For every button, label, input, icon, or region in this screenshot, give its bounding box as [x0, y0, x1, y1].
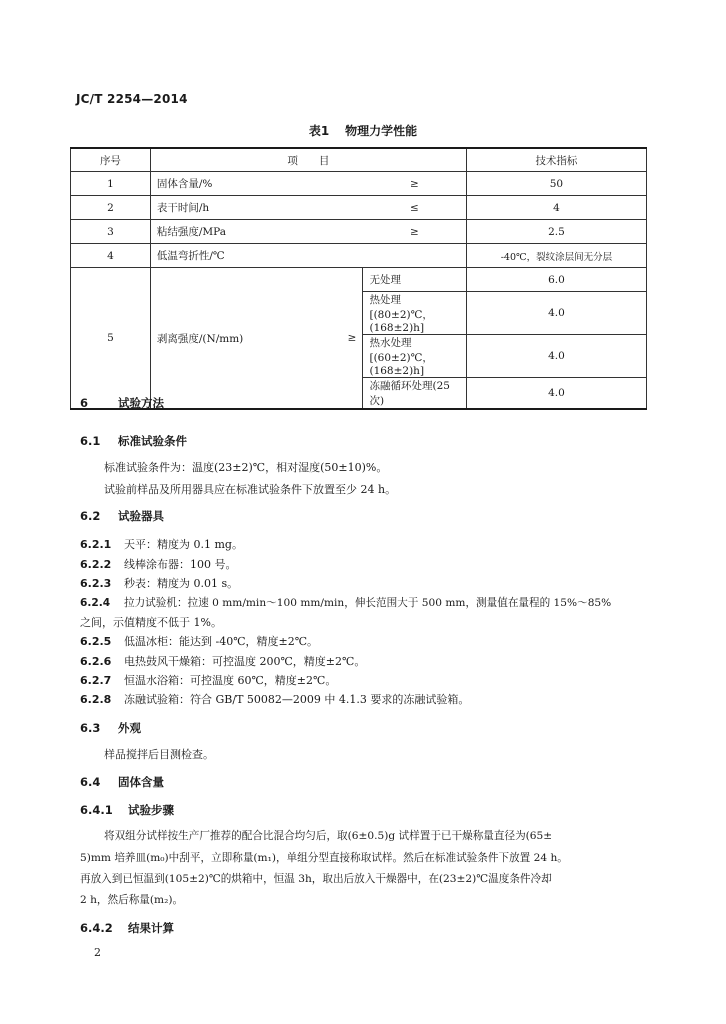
table-row — [71, 220, 647, 244]
row-item: 粘结强度/MPa — [150, 220, 363, 244]
clause-text: 恒温水浴箱：可控温度 60℃，精度±2℃。 — [124, 674, 337, 687]
row-item: 低温弯折性/℃ — [150, 244, 466, 268]
clause-text: 之间，示值精度不低于 1%。 — [80, 616, 222, 629]
table-row — [71, 196, 647, 220]
section-heading-6-4-1 — [80, 802, 174, 818]
clause-text: 低温冰柜：能达到 -40℃，精度±2℃。 — [124, 635, 319, 648]
clause-number: 6.2.1 — [80, 538, 112, 551]
paragraph-line: 将双组分试样按生产厂推荐的配合比混合均匀后，取(6±0.5)g 试样置于已干燥称量直径为(65± — [104, 830, 553, 842]
section-title: 结果计算 — [128, 921, 174, 935]
row-item: 剥离强度/(N/mm) — [150, 268, 327, 410]
row-no: 2 — [71, 196, 151, 220]
table-header-row — [71, 148, 647, 172]
row-condition: 热水处理[(60±2)℃，(168±2)h] — [363, 335, 466, 378]
row-no: 4 — [71, 244, 151, 268]
clause-number: 6.2.5 — [80, 635, 112, 648]
paragraph-line: 再放入到已恒温到(105±2)℃的烘箱中，恒温 3h，取出后放入干燥器中，在(23±2)℃温度条件冷却 — [80, 873, 552, 885]
paragraph: 样品搅拌后目测检查。 — [104, 748, 214, 761]
row-item: 固体含量/% — [150, 172, 363, 196]
table-title — [0, 122, 726, 139]
section-number: 6.4.1 — [80, 803, 113, 817]
clause-line — [80, 691, 469, 707]
clause-number: 6.2.7 — [80, 674, 112, 687]
header-item: 项 目 — [150, 148, 466, 172]
section-heading-6-2 — [80, 508, 164, 524]
table-row — [71, 172, 647, 196]
row-spec: 50 — [466, 172, 646, 196]
section-title: 试验方法 — [118, 396, 164, 410]
clause-line — [80, 575, 238, 591]
section-number: 6.2 — [80, 509, 101, 523]
section-number: 6.4 — [80, 775, 101, 789]
clause-number: 6.2.8 — [80, 693, 112, 706]
row-spec: 4.0 — [466, 335, 646, 378]
row-symbol: ≤ — [363, 196, 466, 220]
row-symbol: ≥ — [327, 268, 363, 410]
row-spec: 4 — [466, 196, 646, 220]
table-title-number: 表1 — [308, 124, 330, 138]
clause-line — [80, 595, 611, 610]
section-title: 固体含量 — [118, 775, 164, 789]
table-row — [71, 268, 647, 292]
row-spec: 4.0 — [466, 292, 646, 335]
clause-line — [80, 633, 318, 649]
section-title: 标准试验条件 — [118, 434, 187, 448]
standard-code: JC/T 2254—2014 — [76, 92, 188, 106]
section-heading-6-4 — [80, 774, 164, 790]
section-number: 6.3 — [80, 721, 101, 735]
paragraph-line: 2 h，然后称量(m₂)。 — [80, 894, 184, 906]
clause-line — [80, 653, 365, 669]
clause-line — [80, 556, 237, 572]
header-spec: 技术指标 — [466, 148, 646, 172]
section-number: 6.4.2 — [80, 921, 113, 935]
page-number: 2 — [94, 946, 101, 959]
clause-number: 6.2.2 — [80, 558, 112, 571]
table-title-text: 物理力学性能 — [345, 124, 418, 138]
row-condition: 热处理[(80±2)℃，(168±2)h] — [363, 292, 466, 335]
row-symbol: ≥ — [363, 220, 466, 244]
row-no: 5 — [71, 268, 151, 410]
clause-text: 电热鼓风干燥箱：可控温度 200℃，精度±2℃。 — [124, 655, 366, 668]
row-spec: 2.5 — [466, 220, 646, 244]
section-heading-6-3 — [80, 720, 141, 736]
clause-text: 天平：精度为 0.1 mg。 — [124, 538, 243, 551]
paragraph: 试验前样品及所用器具应在标准试验条件下放置至少 24 h。 — [104, 483, 397, 496]
properties-table — [70, 147, 647, 410]
row-spec: 4.0 — [466, 378, 646, 410]
row-condition: 无处理 — [363, 268, 466, 292]
section-title: 试验步骤 — [128, 803, 174, 817]
row-spec: 6.0 — [466, 268, 646, 292]
clause-text: 秒表：精度为 0.01 s。 — [124, 577, 239, 590]
paragraph-line: 5)mm 培养皿(m₀)中刮平，立即称量(m₁)，单组分型直接称取试样。然后在标准试验条件下放置 24 h。 — [80, 852, 568, 864]
row-no: 3 — [71, 220, 151, 244]
clause-line — [80, 614, 222, 630]
row-no: 1 — [71, 172, 151, 196]
section-title: 外观 — [118, 721, 141, 735]
row-condition: 冻融循环处理(25 次) — [363, 378, 466, 410]
row-symbol: ≥ — [363, 172, 466, 196]
clause-line — [80, 536, 243, 552]
clause-number: 6.2.3 — [80, 577, 112, 590]
section-heading-6-1 — [80, 433, 187, 449]
header-no: 序号 — [71, 148, 151, 172]
paragraph: 标准试验条件为：温度(23±2)℃，相对湿度(50±10)%。 — [104, 461, 388, 474]
section-title: 试验器具 — [118, 509, 164, 523]
clause-text: 冻融试验箱：符合 GB/T 50082—2009 中 4.1.3 要求的冻融试验箱。 — [124, 693, 470, 706]
row-spec: -40℃，裂纹涂层间无分层 — [466, 244, 646, 268]
section-heading-6-4-2 — [80, 920, 174, 936]
row-item: 表干时间/h — [150, 196, 363, 220]
clause-number: 6.2.6 — [80, 655, 112, 668]
clause-number: 6.2.4 — [80, 597, 111, 609]
clause-text: 线棒涂布器：100 号。 — [124, 558, 237, 571]
section-number: 6 — [80, 396, 89, 410]
clause-line — [80, 672, 336, 688]
section-number: 6.1 — [80, 434, 101, 448]
section-heading-6 — [80, 395, 164, 411]
clause-text: 拉力试验机：拉速 0 mm/min～100 mm/min，伸长范围大于 500 mm，测量值在量程的 15%～85% — [124, 597, 612, 609]
table-row — [71, 244, 647, 268]
